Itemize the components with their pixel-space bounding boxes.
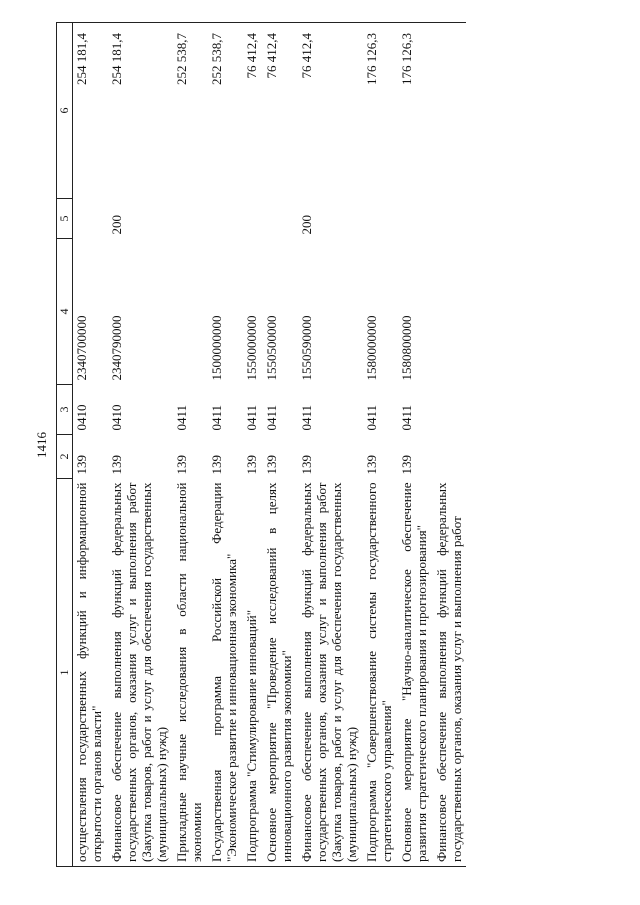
row-ministry: 139 bbox=[399, 455, 414, 475]
row-section: 0411 bbox=[399, 404, 414, 431]
row-ministry: 139 bbox=[209, 455, 224, 475]
row-ministry: 139 bbox=[109, 455, 124, 475]
row-amount: 76 412,4 bbox=[261, 23, 296, 199]
row-ministry: 139 bbox=[74, 455, 89, 475]
row-amount: 76 412,4 bbox=[296, 23, 361, 199]
row-target: 1550500000 bbox=[264, 315, 279, 381]
table-header-row bbox=[57, 23, 73, 867]
table-row bbox=[106, 23, 171, 867]
row-section: 0411 bbox=[364, 404, 379, 431]
row-section: 0411 bbox=[299, 404, 314, 431]
row-expense bbox=[261, 199, 296, 239]
table-row bbox=[296, 23, 361, 867]
row-name: Подпрограмма "Совершенствование системы государственного стратегического управления" bbox=[361, 479, 396, 867]
row-ministry: 139 bbox=[364, 455, 379, 475]
row-amount: 254 181,4 bbox=[106, 23, 171, 199]
row-target: 1580800000 bbox=[399, 315, 414, 381]
table-row bbox=[73, 23, 107, 867]
row-amount: 176 126,3 bbox=[396, 23, 431, 199]
budget-table bbox=[56, 22, 466, 867]
row-amount: 254 181,4 bbox=[73, 23, 107, 199]
table-row bbox=[431, 23, 466, 867]
row-expense bbox=[396, 199, 431, 239]
row-target: 1500000000 bbox=[209, 315, 224, 381]
row-ministry: 139 bbox=[244, 455, 259, 475]
table-row bbox=[361, 23, 396, 867]
row-amount: 176 126,3 bbox=[361, 23, 396, 199]
table-row bbox=[396, 23, 431, 867]
row-target: 1550000000 bbox=[244, 315, 259, 381]
row-ministry bbox=[431, 435, 466, 479]
row-expense bbox=[431, 199, 466, 239]
row-target bbox=[431, 239, 466, 385]
row-amount: 76 412,4 bbox=[241, 23, 261, 199]
row-expense: 200 bbox=[299, 215, 314, 235]
row-section: 0411 bbox=[244, 404, 259, 431]
row-expense bbox=[361, 199, 396, 239]
row-name: Прикладные научные исследования в области национальной экономики bbox=[171, 479, 206, 867]
row-name: Финансовое обеспечение выполнения функций федеральных государственных органов, оказания услуг и выполнения работ bbox=[431, 479, 466, 867]
row-target bbox=[171, 239, 206, 385]
row-amount: 252 538,7 bbox=[206, 23, 241, 199]
table-row bbox=[206, 23, 241, 867]
row-name: Основное мероприятие "Научно-аналитическое обеспечение развития стратегического планирования и прогнозирования" bbox=[396, 479, 431, 867]
row-name: Финансовое обеспечение выполнения функций федеральных государственных органов, оказания услуг и выполнения работ (Закупка товаров, работ и услуг для обеспечения государственных (муниципальных) нужд) bbox=[106, 479, 171, 867]
row-ministry: 139 bbox=[174, 455, 189, 475]
table-row bbox=[261, 23, 296, 867]
row-section: 0410 bbox=[74, 404, 89, 431]
row-name: Основное мероприятие "Проведение исследований в целях инновационного развития экономики" bbox=[261, 479, 296, 867]
row-section: 0411 bbox=[209, 404, 224, 431]
row-name: осуществления государственных функций и информационной открытости органов власти" bbox=[73, 479, 107, 867]
row-ministry: 139 bbox=[299, 455, 314, 475]
row-expense: 200 bbox=[109, 215, 124, 235]
row-target: 1580000000 bbox=[364, 315, 379, 381]
row-section: 0410 bbox=[109, 404, 124, 431]
col-header-amount: 6 bbox=[57, 23, 73, 199]
col-header-section: 3 bbox=[57, 385, 73, 435]
row-target: 2340790000 bbox=[109, 315, 124, 381]
row-name: Государственная программа Российской Федерации "Экономическое развитие и инновационная экономика" bbox=[206, 479, 241, 867]
table-row bbox=[171, 23, 206, 867]
page-number: 1416 bbox=[34, 432, 49, 458]
table-row bbox=[241, 23, 261, 867]
col-header-expense: 5 bbox=[57, 199, 73, 239]
row-expense bbox=[241, 199, 261, 239]
row-target: 2340700000 bbox=[74, 315, 89, 381]
row-name: Финансовое обеспечение выполнения функций федеральных государственных органов, оказания услуг и выполнения работ (Закупка товаров, работ и услуг для обеспечения государственных (муниципальных) нужд) bbox=[296, 479, 361, 867]
row-target: 1550590000 bbox=[299, 315, 314, 381]
col-header-target: 4 bbox=[57, 239, 73, 385]
row-expense bbox=[206, 199, 241, 239]
row-section: 0411 bbox=[264, 404, 279, 431]
row-amount bbox=[431, 23, 466, 199]
col-header-name: 1 bbox=[57, 479, 73, 867]
row-expense bbox=[171, 199, 206, 239]
col-header-ministry: 2 bbox=[57, 435, 73, 479]
row-section: 0411 bbox=[174, 404, 189, 431]
row-ministry: 139 bbox=[264, 455, 279, 475]
row-name: Подпрограмма "Стимулирование инноваций" bbox=[241, 479, 261, 867]
row-section bbox=[431, 385, 466, 435]
row-amount: 252 538,7 bbox=[171, 23, 206, 199]
row-expense bbox=[73, 199, 107, 239]
